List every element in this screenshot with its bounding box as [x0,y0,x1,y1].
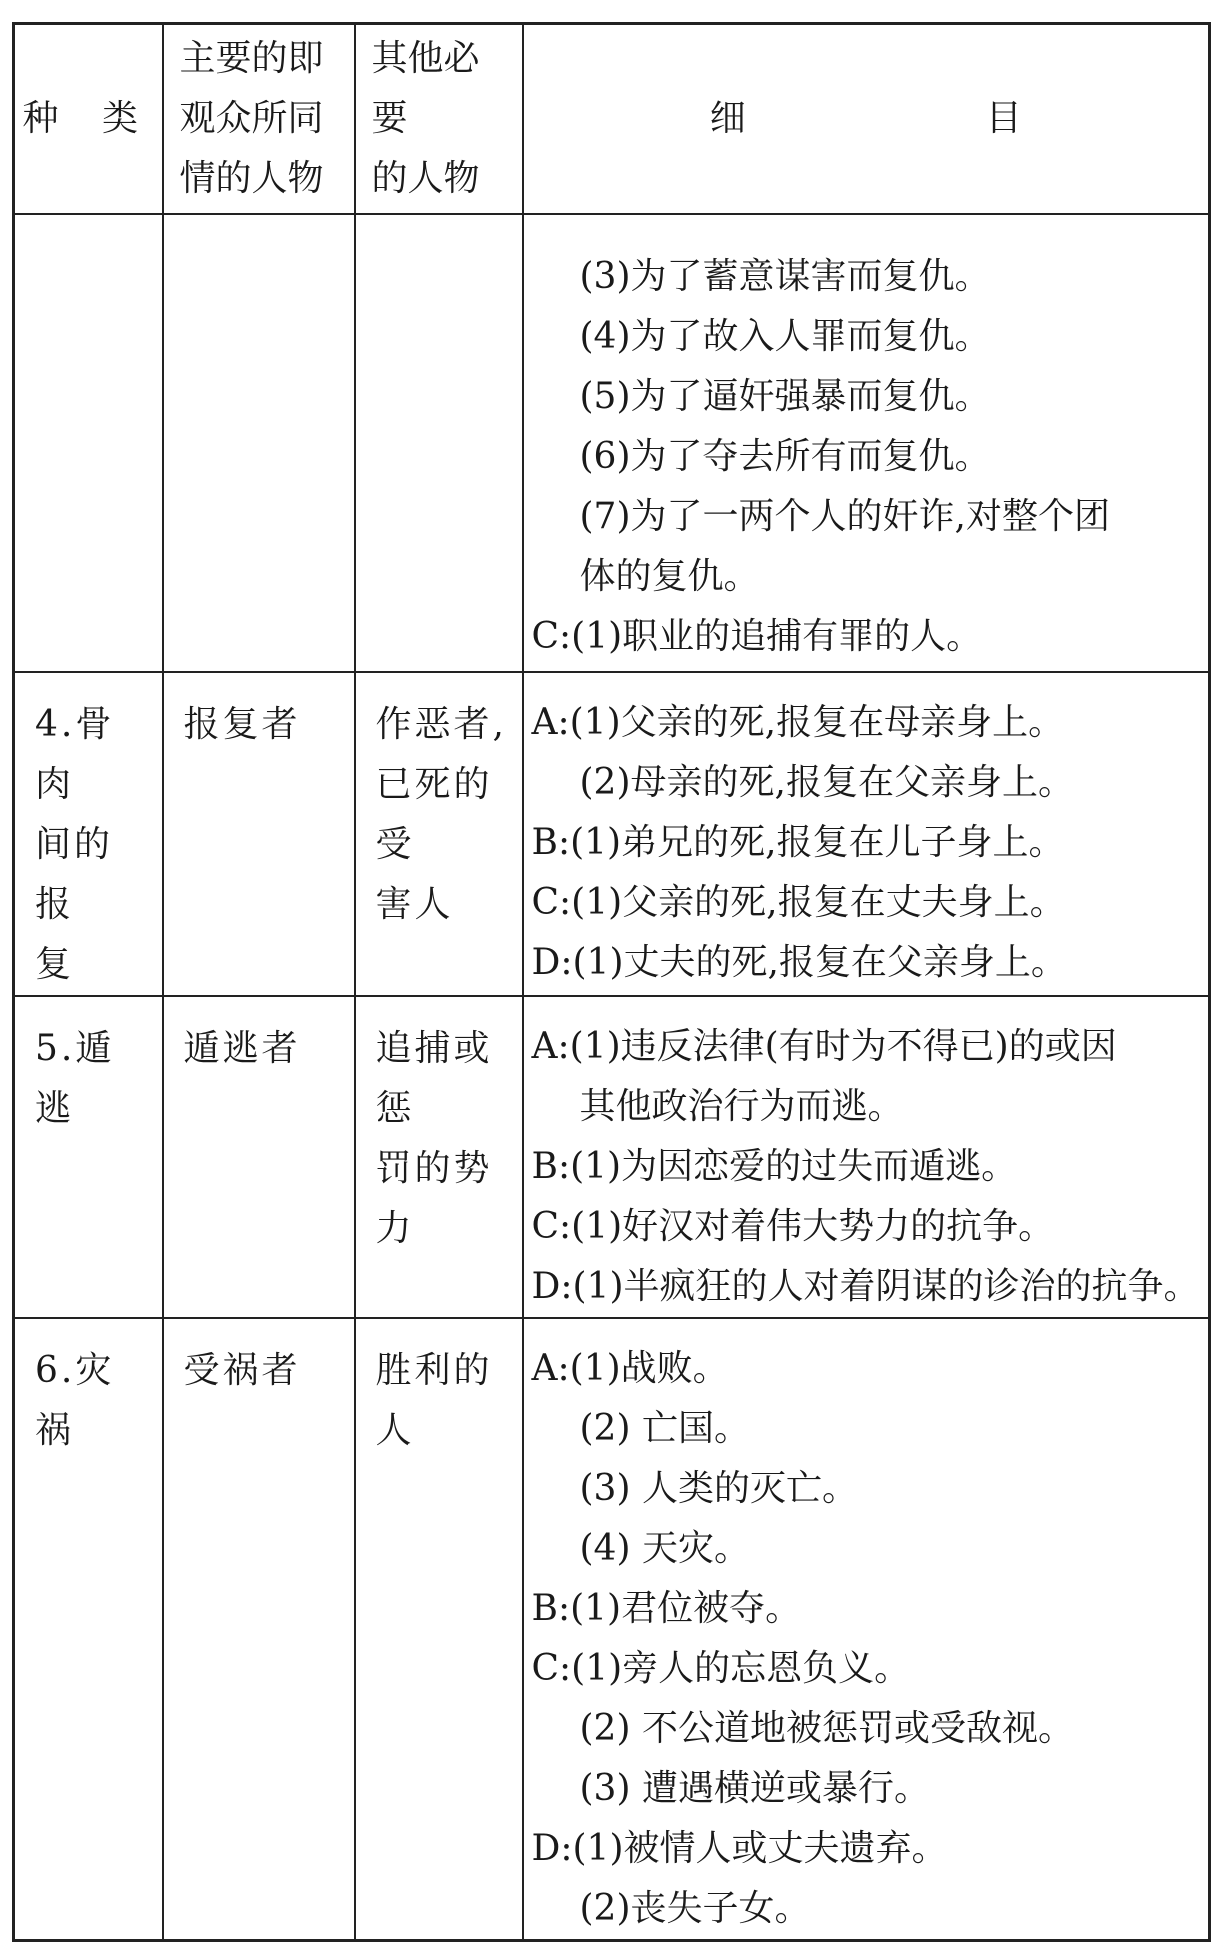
header-detail-char-2: 目 [985,97,1022,139]
header-type [14,24,163,214]
header-detail-char-1: 细 [709,97,746,139]
other-characters-cell [355,1318,523,1941]
main-character-cell: 遁逃者 [163,996,355,1318]
header-type-label: 种 类 [22,97,154,139]
other-characters-cell [355,214,523,672]
drama-classification-table [12,22,1211,1942]
header-other-characters [355,24,523,214]
detail-line: (2) 亡国。 [579,1407,750,1449]
detail-line: (7)为了一两个人的奸诈,对整个团 [579,495,1110,537]
main-character-cell: 报复者 [163,672,355,996]
detail-line: B:(1)为因恋爱的过失而遁逃。 [531,1145,1018,1187]
detail-line: A:(1)违反法律(有时为不得已)的或因 [531,1025,1117,1067]
main-character-cell [163,214,355,672]
header-main-line: 主要的即 [179,37,324,79]
category-line: 4.骨肉 [35,703,115,805]
other-line: 追捕或惩 [375,1027,493,1129]
main-character-cell: 受祸者 [163,1318,355,1941]
detail-line: C:(1)父亲的死,报复在丈夫身上。 [531,881,1066,923]
other-line: 害人 [375,883,454,925]
detail-line: B:(1)君位被夺。 [531,1587,802,1629]
detail-line: (2)母亲的死,报复在父亲身上。 [579,761,1074,803]
detail-line: C:(1)旁人的忘恩负义。 [531,1647,911,1689]
header-other-line: 的人物 [371,157,480,199]
detail-line: B:(1)弟兄的死,报复在儿子身上。 [531,821,1065,863]
category-cell [14,214,163,672]
other-line: 作恶者, [375,703,507,745]
table-row [14,214,1210,672]
details-cell [523,996,1210,1318]
other-line: 罚的势力 [375,1147,493,1249]
detail-line: D:(1)被情人或丈夫遗弃。 [531,1827,948,1869]
detail-line: A:(1)父亲的死,报复在母亲身上。 [531,701,1065,743]
header-details [523,24,1210,214]
table-row [14,1318,1210,1941]
category-line: 5.遁逃 [35,1027,115,1129]
detail-line: C:(1)职业的追捕有罪的人。 [531,615,983,657]
category-cell [14,672,163,996]
category-line: 6.灾祸 [35,1349,115,1451]
detail-line: (2)丧失子女。 [579,1887,811,1929]
detail-line: (4) 天灾。 [579,1527,750,1569]
detail-line: (3) 遭遇横逆或暴行。 [579,1767,930,1809]
details-cell [523,672,1210,996]
category-cell [14,996,163,1318]
category-line: 间的报 [35,823,114,925]
other-characters-cell [355,672,523,996]
detail-line: D:(1)丈夫的死,报复在父亲身上。 [531,941,1067,983]
table-row [14,996,1210,1318]
detail-line: (2) 不公道地被惩罚或受敌视。 [579,1707,1074,1749]
details-cell [523,1318,1210,1941]
detail-line: C:(1)好汉对着伟大势力的抗争。 [531,1205,1055,1247]
detail-line: 其他政治行为而逃。 [579,1085,904,1127]
detail-line: (4)为了故入人罪而复仇。 [579,315,991,357]
detail-line: D:(1)半疯狂的人对着阴谋的诊治的抗争。 [531,1265,1200,1307]
detail-line: (6)为了夺去所有而复仇。 [579,435,991,477]
detail-line: (5)为了逼奸强暴而复仇。 [579,375,991,417]
table-header-row [14,24,1210,214]
other-line: 胜利的人 [375,1349,493,1451]
detail-line: (3) 人类的灭亡。 [579,1467,858,1509]
other-line: 已死的受 [375,763,493,865]
header-other-line: 其他必要 [371,37,480,139]
category-line: 复 [35,943,75,985]
details-cell [523,214,1210,672]
other-characters-cell [355,996,523,1318]
category-cell [14,1318,163,1941]
detail-line: A:(1)战败。 [531,1347,729,1389]
table-row [14,672,1210,996]
header-main-line: 情的人物 [179,157,324,199]
detail-line: (3)为了蓄意谋害而复仇。 [579,255,991,297]
detail-line: 体的复仇。 [579,555,760,597]
header-main-line: 观众所同 [179,97,324,139]
header-main-character [163,24,355,214]
